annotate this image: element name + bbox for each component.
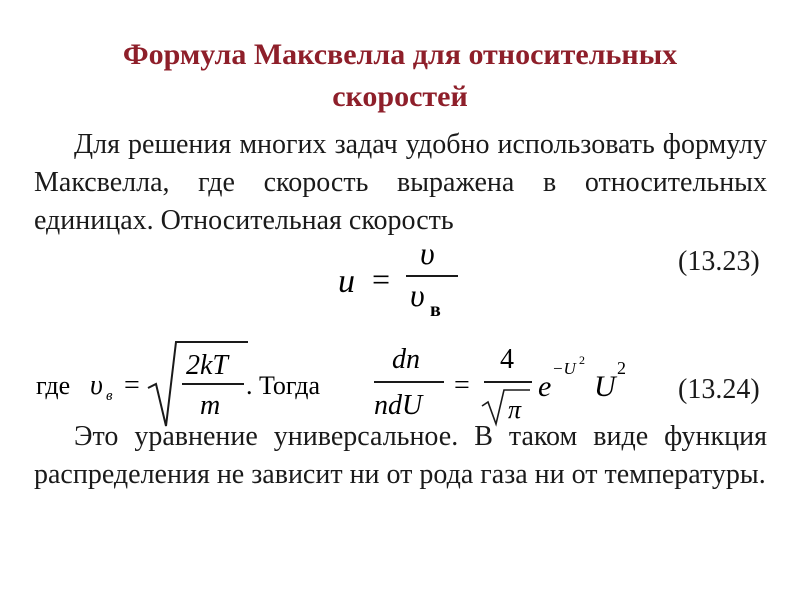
eq2-equals-1: = xyxy=(124,370,140,401)
eq2-sqrt-denominator: m xyxy=(200,390,221,421)
slide-title xyxy=(60,34,740,118)
eq1-numerator: υ xyxy=(420,240,435,271)
eq1-denominator-sub: в xyxy=(430,299,441,320)
eq2-coef-denominator: π xyxy=(508,395,522,424)
eq1-lhs: u xyxy=(338,263,355,300)
intro-text: Для решения многих задач удобно использовать формулу Максвелла, где скорость выражена в относительных единицах. Относительная скорость xyxy=(34,129,767,236)
eq2-exp-base: e xyxy=(538,370,552,403)
eq2-frac-numerator: dn xyxy=(392,344,420,375)
eq2-frac-denominator: ndU xyxy=(374,390,423,421)
eq2-where: где xyxy=(36,371,71,400)
equation-13-24 xyxy=(34,340,674,430)
equation-number-13-23: (13.23) xyxy=(678,246,760,277)
equation-13-23 xyxy=(330,240,470,320)
eq2-u-sup: 2 xyxy=(617,358,626,378)
intro-paragraph xyxy=(34,126,767,240)
eq2-coef-numerator: 4 xyxy=(500,344,514,375)
eq2-equals-2: = xyxy=(454,370,470,401)
eq1-equals: = xyxy=(372,261,391,297)
eq2-exp-power-sup: 2 xyxy=(579,353,585,367)
eq1-denominator: υ xyxy=(410,277,425,313)
eq2-exp-power: −U xyxy=(552,359,576,378)
title-line-2: скоростей xyxy=(332,80,468,113)
conclusion-text: Это уравнение универсальное. В таком виде функция распределения не зависит ни от рода газа ни от температуры. xyxy=(34,421,767,490)
eq2-sqrt-numerator: 2kT xyxy=(186,350,228,381)
conclusion-paragraph xyxy=(34,418,767,494)
title-line-1: Формула Максвелла для относительных xyxy=(122,38,678,71)
eq2-then: . Тогда xyxy=(246,371,321,400)
eq2-v-sub: в xyxy=(106,388,113,404)
eq2-v-symbol: υ xyxy=(90,370,103,401)
eq2-u-symbol: U xyxy=(594,370,616,403)
equation-number-13-24: (13.24) xyxy=(678,374,760,405)
